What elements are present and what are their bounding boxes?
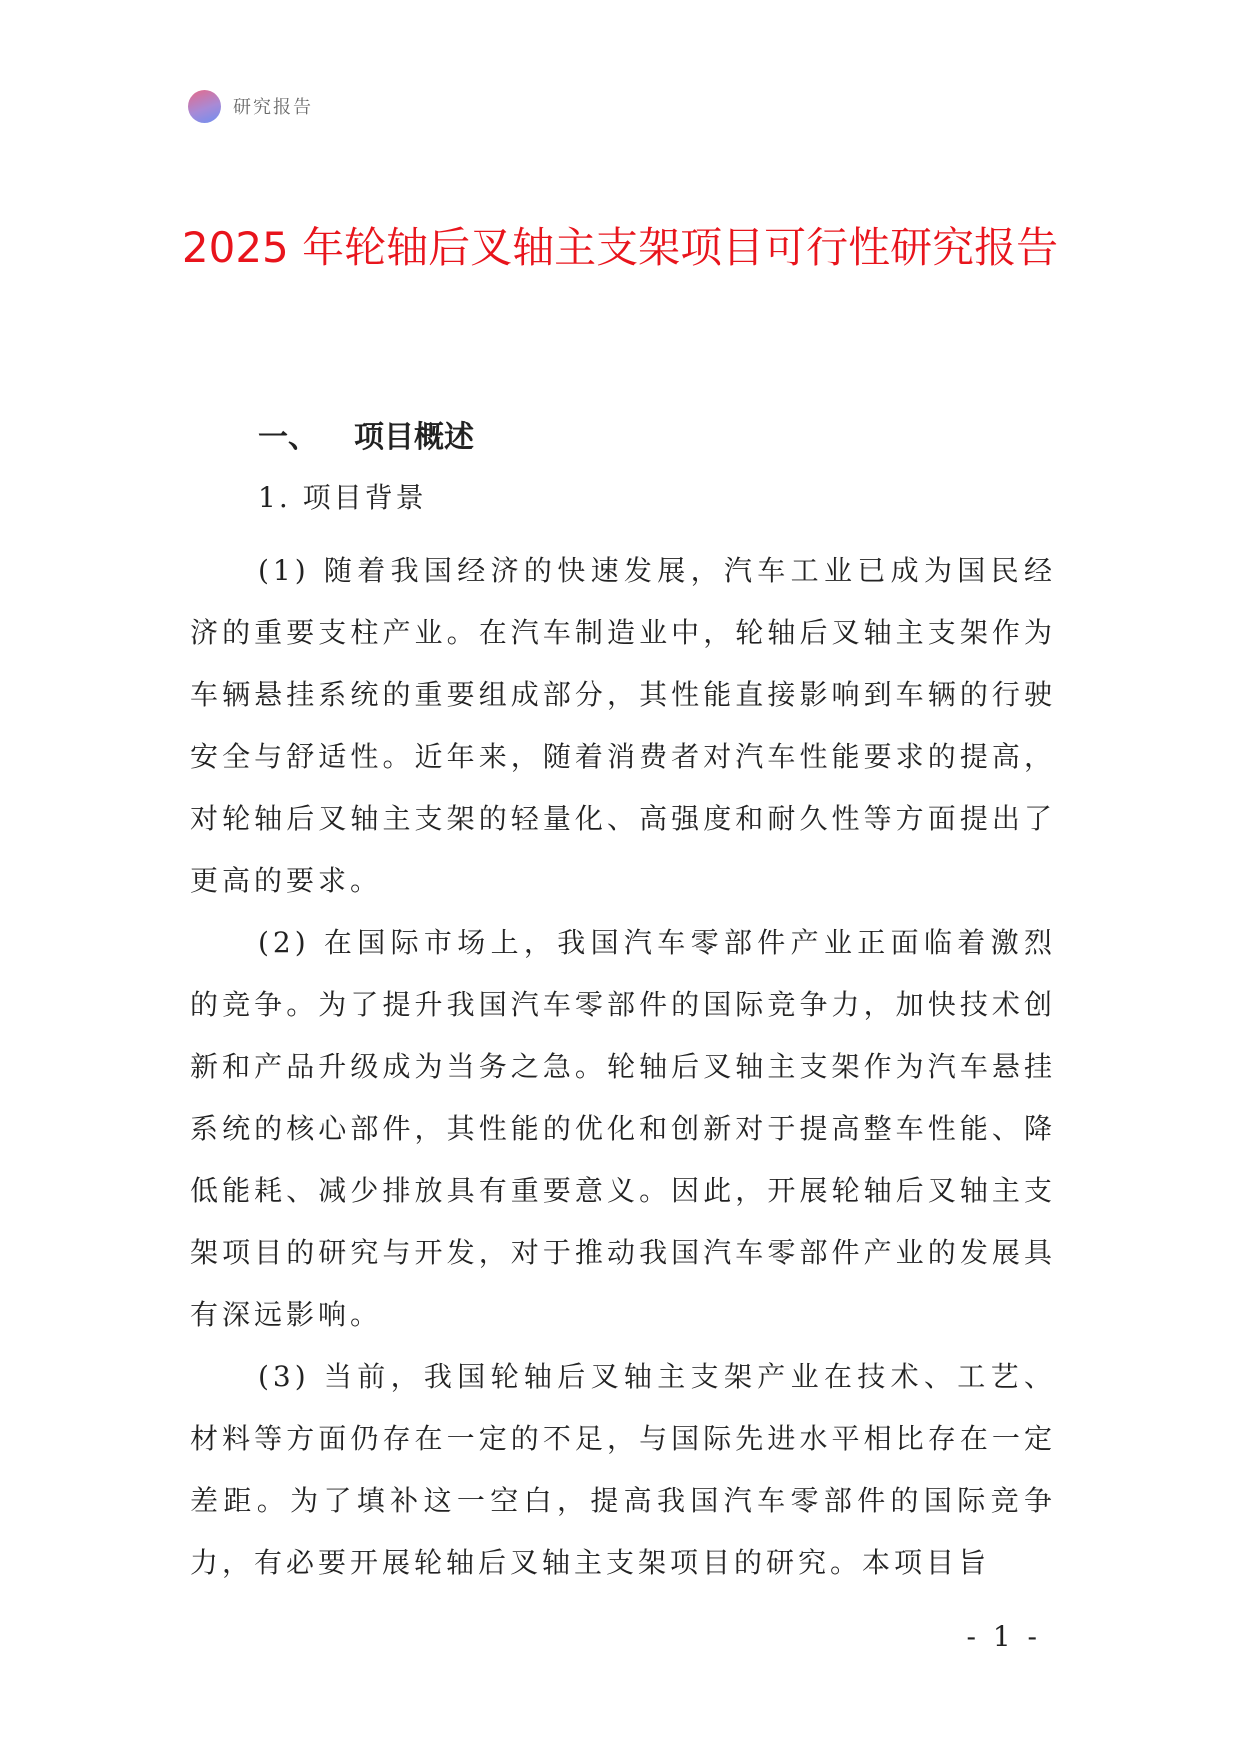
paragraph-3: (3) 当前，我国轮轴后叉轴主支架产业在技术、工艺、材料等方面仍存在一定的不足，与国际先进水平相比存在一定差距。为了填补这一空白，提高我国汽车零部件的国际竞争力，有必要开展轮轴后叉轴主支架项目的研究。本项目旨 [190,1360,1056,1579]
paragraph-2: (2) 在国际市场上，我国汽车零部件产业正面临着激烈的竞争。为了提升我国汽车零部件的国际竞争力，加快技术创新和产品升级成为当务之急。轮轴后叉轴主支架作为汽车悬挂系统的核心部件，其性能的优化和创新对于提高整车性能、降低能耗、减少排放具有重要意义。因此，开展轮轴后叉轴主支架项目的研究与开发，对于推动我国汽车零部件产业的发展具有深远影响。 [190,926,1056,1331]
paragraph-1: (1) 随着我国经济的快速发展，汽车工业已成为国民经济的重要支柱产业。在汽车制造业中，轮轴后叉轴主支架作为车辆悬挂系统的重要组成部分，其性能直接影响到车辆的行驶安全与舒适性。近年来，随着消费者对汽车性能要求的提高，对轮轴后叉轴主支架的轻量化、高强度和耐久性等方面提出了更高的要求。 [190,554,1056,897]
subsection-heading: 1. 项目背景 [258,481,427,514]
section-title: 项目概述 [354,420,474,455]
document-header [188,88,313,124]
section-number: 一、 [258,420,318,455]
section-heading [258,418,1056,458]
document-title: 2025 年轮轴后叉轴主支架项目可行性研究报告 [181,223,1059,272]
page-number: - 1 - [966,1620,1041,1653]
document-body [190,418,1056,1594]
logo-icon [188,90,221,123]
header-label: 研究报告 [233,97,313,118]
